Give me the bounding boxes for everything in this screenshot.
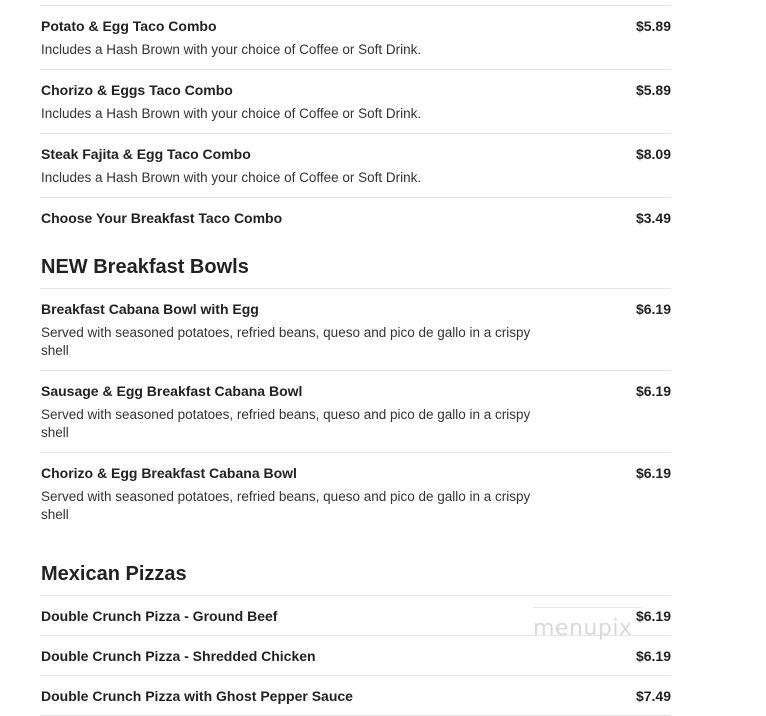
menu-item[interactable]: [40, 198, 671, 237]
menu-item[interactable]: [40, 453, 671, 534]
item-name: Double Crunch Pizza with Ghost Pepper Sauce: [41, 688, 353, 704]
section-breakfast-taco-combos: [40, 6, 671, 237]
item-price: $6.19: [635, 608, 671, 624]
item-name: Double Crunch Pizza - Shredded Chicken: [41, 648, 316, 664]
item-name: Chorizo & Eggs Taco Combo: [41, 82, 233, 98]
item-name: Potato & Egg Taco Combo: [41, 18, 217, 34]
item-price: $7.49: [635, 688, 671, 704]
item-name: Choose Your Breakfast Taco Combo: [41, 210, 283, 226]
watermark-divider: [533, 607, 641, 608]
section-title: NEW Breakfast Bowls: [40, 237, 671, 289]
item-price: $6.19: [635, 383, 671, 399]
item-description: Includes a Hash Brown with your choice of Coffee or Soft Drink.: [41, 106, 422, 121]
menu-item[interactable]: [40, 371, 671, 453]
item-price: $5.89: [635, 18, 671, 34]
item-price: $6.19: [635, 465, 671, 481]
item-name: Steak Fajita & Egg Taco Combo: [41, 146, 251, 162]
menu-item[interactable]: [40, 70, 671, 134]
item-description: Served with seasoned potatoes, refried beans, queso and pico de gallo in a crispy shell: [41, 489, 531, 522]
item-price: $5.89: [635, 82, 671, 98]
item-description: Served with seasoned potatoes, refried beans, queso and pico de gallo in a crispy shell: [41, 407, 531, 440]
item-price: $8.09: [635, 146, 671, 162]
section-title: Mexican Pizzas: [40, 534, 671, 596]
item-description: Includes a Hash Brown with your choice of Coffee or Soft Drink.: [41, 42, 422, 57]
menu-list: [40, 0, 671, 716]
item-name: Sausage & Egg Breakfast Cabana Bowl: [41, 383, 303, 399]
item-description: Includes a Hash Brown with your choice of Coffee or Soft Drink.: [41, 170, 422, 185]
menu-item[interactable]: [40, 134, 671, 198]
menu-item[interactable]: [40, 6, 671, 70]
menu-item[interactable]: [40, 289, 671, 371]
item-price: $6.19: [635, 301, 671, 317]
section-breakfast-bowls: [40, 237, 671, 534]
item-name: Double Crunch Pizza - Ground Beef: [41, 608, 278, 624]
item-price: $3.49: [635, 210, 671, 226]
item-name: Chorizo & Egg Breakfast Cabana Bowl: [41, 465, 297, 481]
menu-item[interactable]: [40, 636, 671, 676]
menupix-watermark: menupix: [533, 616, 633, 641]
item-name: Breakfast Cabana Bowl with Egg: [41, 301, 259, 317]
item-price: $6.19: [635, 648, 671, 664]
menu-item[interactable]: [40, 676, 671, 716]
item-description: Served with seasoned potatoes, refried beans, queso and pico de gallo in a crispy shell: [41, 325, 531, 358]
